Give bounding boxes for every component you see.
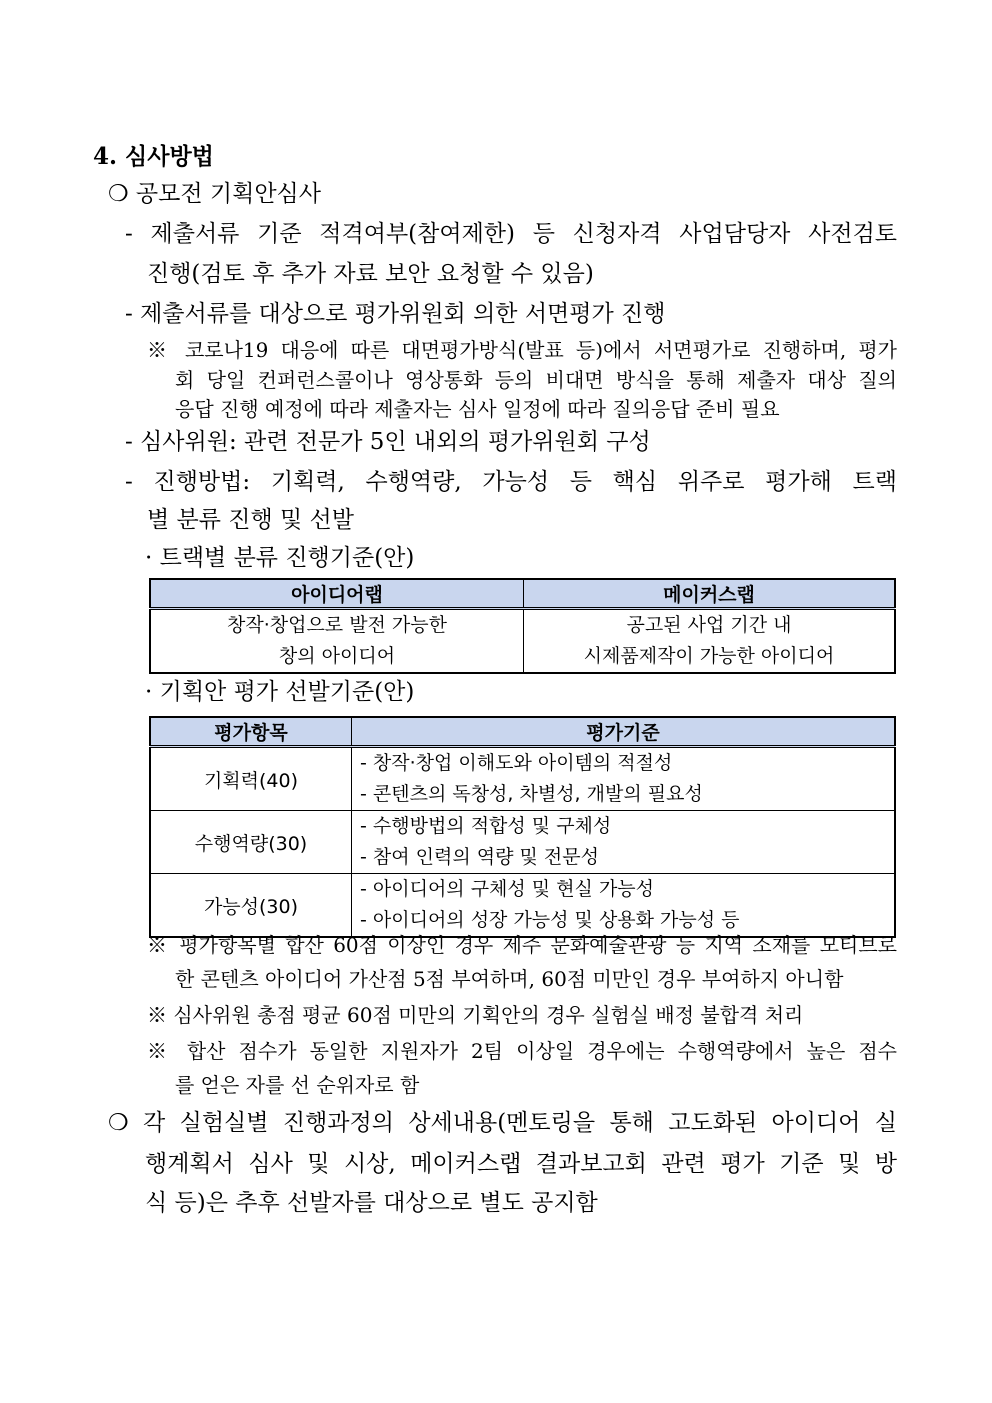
track-cell-makers-line1: 공고된 사업 기간 내: [626, 614, 792, 636]
sub-title-track: · 트랙별 분류 진행기준(안): [145, 545, 415, 571]
eval-header-criteria: 평가기준: [352, 717, 896, 747]
note-tie-1: ※ 합산 점수가 동일한 지원자가 2팀 이상일 경우에는 수행역량에서 높은 점수: [147, 1039, 897, 1063]
dash-item-panel: - 심사위원: 관련 전문가 5인 내외의 평가위원회 구성: [125, 429, 651, 455]
eval-criteria-line: - 수행방법의 적합성 및 구체성: [360, 815, 612, 837]
track-cell-idea-line1: 창작·창업으로 발전 가능한: [226, 614, 447, 636]
section-title: 4. 심사방법: [93, 143, 214, 170]
note-covid-3: 응답 진행 예정에 따라 제출자는 심사 일정에 따라 질의응답 준비 필요: [175, 397, 780, 421]
eval-item-cell: 수행역량(30): [150, 811, 352, 874]
note-tie-2: 를 얻은 자를 선 순위자로 함: [175, 1073, 420, 1097]
eval-criteria-cell: [352, 811, 896, 874]
dash-item-method: - 진행방법: 기획력, 수행역량, 가능성 등 핵심 위주로 평가해 트랙: [125, 469, 897, 495]
track-cell-makers-line2: 시제품제작이 가능한 아이디어: [583, 645, 835, 667]
eval-criteria-cell: [352, 747, 896, 811]
bullet-item-details-1: ❍ 각 실험실별 진행과정의 상세내용(멘토링을 통해 고도화된 아이디어 실: [108, 1110, 897, 1136]
track-table: [149, 578, 896, 674]
track-header-idea: 아이디어랩: [150, 579, 524, 609]
eval-criteria-line: - 아이디어의 구체성 및 현실 가능성: [360, 878, 655, 900]
table-row: [150, 874, 895, 938]
track-cell-idea: [150, 609, 524, 674]
bullet-item-review: ❍ 공모전 기획안심사: [108, 181, 321, 207]
track-cell-makers: [524, 609, 896, 674]
bullet-item-details-3: 식 등)은 추후 선발자를 대상으로 별도 공지함: [145, 1190, 598, 1216]
eval-criteria-line: - 아이디어의 성장 가능성 및 상용화 가능성 등: [360, 909, 740, 931]
eval-table: [149, 716, 896, 938]
bullet-item-details-2: 행계획서 심사 및 시상, 메이커스랩 결과보고회 관련 평가 기준 및 방: [145, 1151, 897, 1177]
dash-item-method-cont: 별 분류 진행 및 선발: [147, 507, 354, 533]
dash-item-eligibility-cont: 진행(검토 후 추가 자료 보안 요청할 수 있음): [147, 261, 594, 287]
track-cell-idea-line2: 창의 아이디어: [278, 645, 396, 667]
note-fail: ※ 심사위원 총점 평균 60점 미만의 기획안의 경우 실험실 배정 불합격 처리: [147, 1003, 804, 1027]
note-bonus-2: 한 콘텐츠 아이디어 가산점 5점 부여하며, 60점 미만인 경우 부여하지 아니함: [175, 967, 844, 991]
dash-item-written-eval: - 제출서류를 대상으로 평가위원회 의한 서면평가 진행: [125, 301, 666, 327]
sub-title-eval: · 기획안 평가 선발기준(안): [145, 679, 415, 705]
eval-item-cell: 가능성(30): [150, 874, 352, 938]
eval-criteria-line: - 콘텐츠의 독창성, 차별성, 개발의 필요성: [360, 783, 703, 805]
note-covid-1: ※ 코로나19 대응에 따른 대면평가방식(발표 등)에서 서면평가로 진행하며, 평가: [147, 338, 897, 362]
eval-criteria-cell: [352, 874, 896, 938]
eval-criteria-line: - 창작·창업 이해도와 아이템의 적절성: [360, 752, 673, 774]
dash-item-eligibility: - 제출서류 기준 적격여부(참여제한) 등 신청자격 사업담당자 사전검토: [125, 221, 897, 247]
track-header-makers: 메이커스랩: [524, 579, 896, 609]
table-row: [150, 811, 895, 874]
table-row: [150, 747, 895, 811]
note-bonus-1: ※ 평가항목별 합산 60점 이상인 경우 제주 문화예술관광 등 지역 소재를 모티브로: [147, 933, 897, 957]
eval-item-cell: 기획력(40): [150, 747, 352, 811]
eval-criteria-line: - 참여 인력의 역량 및 전문성: [360, 846, 599, 868]
eval-header-item: 평가항목: [150, 717, 352, 747]
note-covid-2: 회 당일 컨퍼런스콜이나 영상통화 등의 비대면 방식을 통해 제출자 대상 질의: [175, 368, 897, 392]
